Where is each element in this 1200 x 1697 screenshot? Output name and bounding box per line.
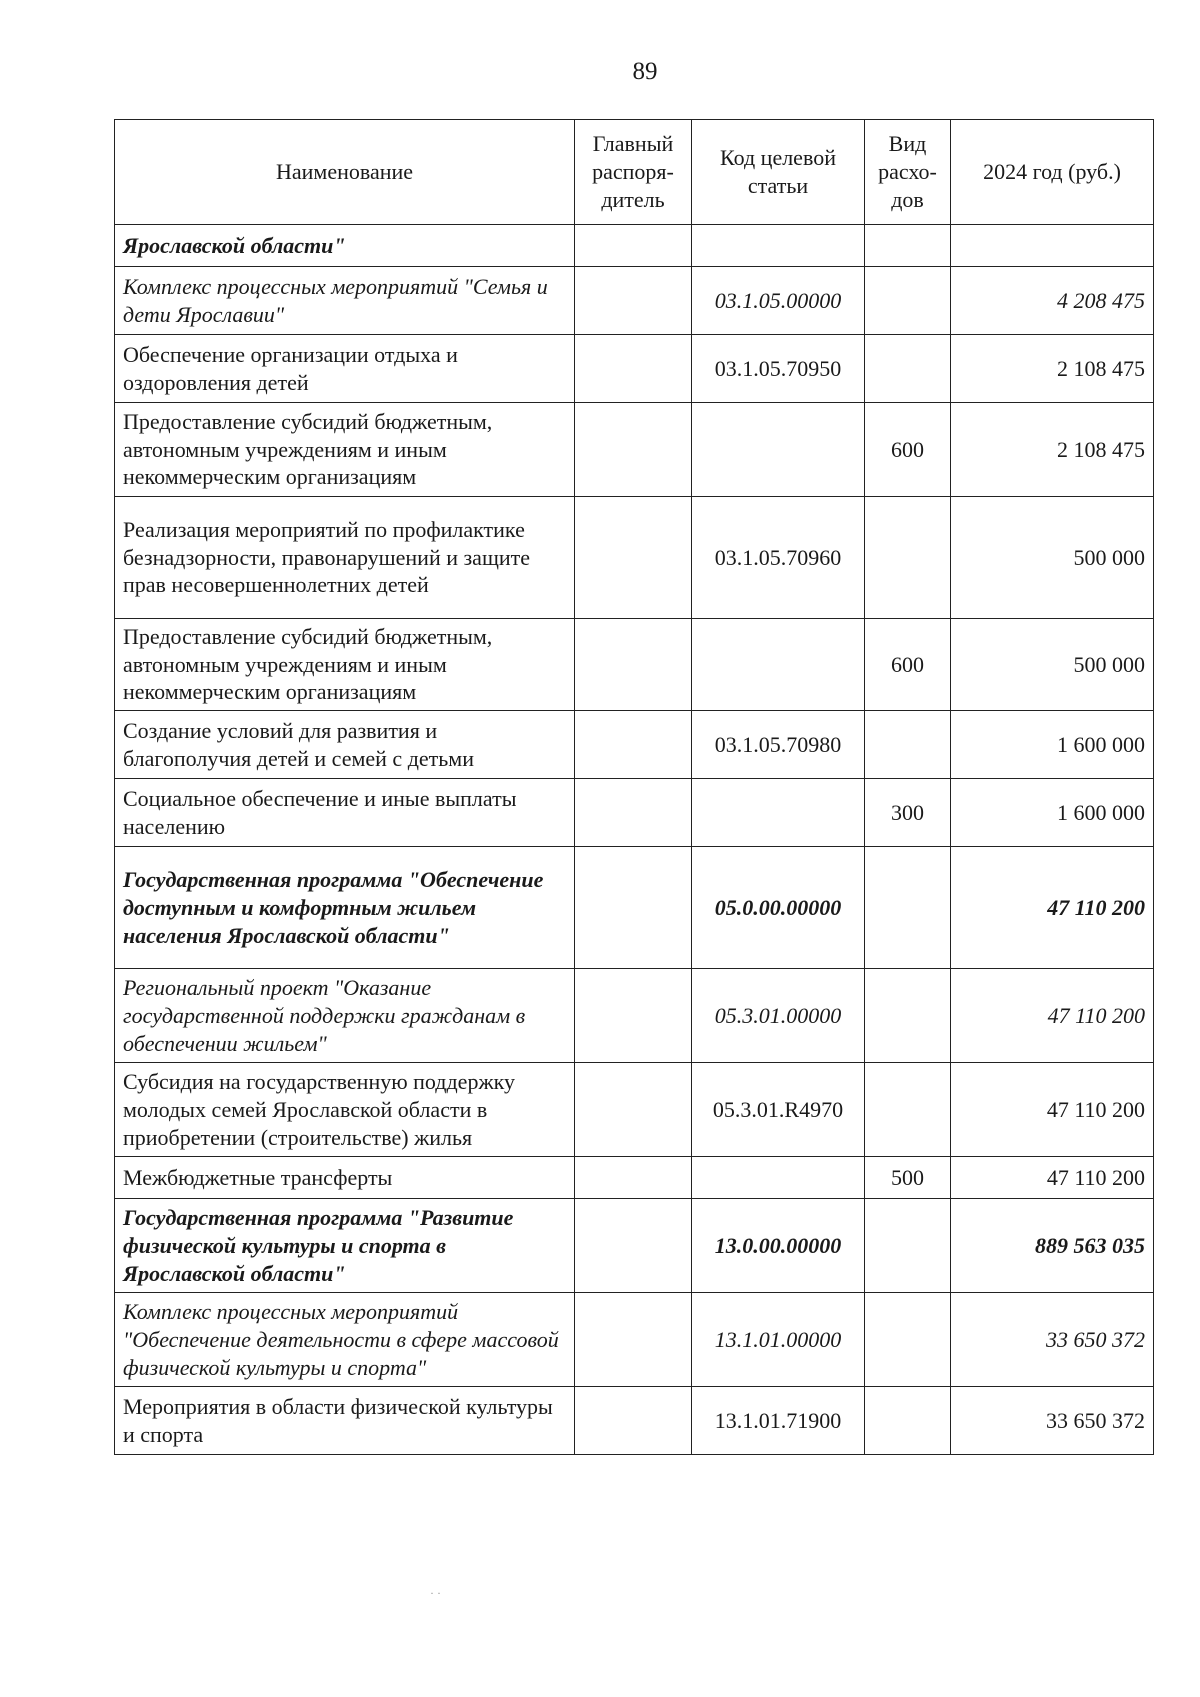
row-amount: 1 600 000 — [951, 711, 1154, 779]
row-chief-manager — [575, 1063, 692, 1157]
table-row — [115, 1063, 1154, 1157]
row-expense-type: 600 — [865, 619, 951, 711]
row-chief-manager — [575, 847, 692, 969]
header-name: Наименование — [115, 120, 575, 225]
row-chief-manager — [575, 497, 692, 619]
row-amount: 47 110 200 — [951, 847, 1154, 969]
budget-table — [114, 119, 1154, 1455]
row-expense-type — [865, 1199, 951, 1293]
row-name: Обеспечение организации отдыха и оздоровления детей — [115, 335, 575, 403]
row-amount: 2 108 475 — [951, 403, 1154, 497]
table-row — [115, 403, 1154, 497]
row-amount: 2 108 475 — [951, 335, 1154, 403]
row-amount: 47 110 200 — [951, 969, 1154, 1063]
row-chief-manager — [575, 711, 692, 779]
row-name: Создание условий для развития и благополучия детей и семей с детьми — [115, 711, 575, 779]
header-amount-2024: 2024 год (руб.) — [951, 120, 1154, 225]
row-name: Межбюджетные трансферты — [115, 1157, 575, 1199]
row-target-code — [692, 779, 865, 847]
row-expense-type: 600 — [865, 403, 951, 497]
row-target-code: 03.1.05.70950 — [692, 335, 865, 403]
page-number: 89 — [632, 58, 658, 85]
table-row — [115, 969, 1154, 1063]
row-target-code — [692, 225, 865, 267]
row-target-code: 13.1.01.71900 — [692, 1387, 865, 1455]
row-expense-type: 500 — [865, 1157, 951, 1199]
row-target-code: 03.1.05.70980 — [692, 711, 865, 779]
row-chief-manager — [575, 335, 692, 403]
row-expense-type — [865, 497, 951, 619]
row-expense-type: 300 — [865, 779, 951, 847]
row-chief-manager — [575, 619, 692, 711]
row-name: Комплекс процессных мероприятий "Обеспечение деятельности в сфере массовой физической культуры и спорта" — [115, 1293, 575, 1387]
row-name: Региональный проект "Оказание государственной поддержки гражданам в обеспечении жильем" — [115, 969, 575, 1063]
row-name: Государственная программа "Обеспечение доступным и комфортным жильем населения Ярославской области" — [115, 847, 575, 969]
header-chief-manager: Главный распоря-дитель — [575, 120, 692, 225]
row-name: Предоставление субсидий бюджетным, автономным учреждениям и иным некоммерческим организациям — [115, 619, 575, 711]
table-row — [115, 497, 1154, 619]
row-amount — [951, 225, 1154, 267]
row-expense-type — [865, 1063, 951, 1157]
row-target-code — [692, 1157, 865, 1199]
row-chief-manager — [575, 1387, 692, 1455]
row-amount: 500 000 — [951, 619, 1154, 711]
row-target-code: 05.3.01.R4970 — [692, 1063, 865, 1157]
row-amount: 47 110 200 — [951, 1157, 1154, 1199]
table-row — [115, 847, 1154, 969]
table-row — [115, 619, 1154, 711]
row-amount: 889 563 035 — [951, 1199, 1154, 1293]
row-target-code: 03.1.05.00000 — [692, 267, 865, 335]
row-expense-type — [865, 267, 951, 335]
row-amount: 47 110 200 — [951, 1063, 1154, 1157]
row-chief-manager — [575, 267, 692, 335]
row-target-code — [692, 619, 865, 711]
table-row — [115, 1157, 1154, 1199]
row-chief-manager — [575, 1199, 692, 1293]
row-target-code: 13.0.00.00000 — [692, 1199, 865, 1293]
row-chief-manager — [575, 969, 692, 1063]
row-name: Комплекс процессных мероприятий "Семья и дети Ярославии" — [115, 267, 575, 335]
row-name: Государственная программа "Развитие физической культуры и спорта в Ярославской области" — [115, 1199, 575, 1293]
table-row — [115, 1387, 1154, 1455]
table-row — [115, 225, 1154, 267]
row-target-code: 05.0.00.00000 — [692, 847, 865, 969]
row-expense-type — [865, 847, 951, 969]
row-name: Реализация мероприятий по профилактике безнадзорности, правонарушений и защите прав несовершеннолетних детей — [115, 497, 575, 619]
row-expense-type — [865, 1387, 951, 1455]
row-expense-type — [865, 1293, 951, 1387]
table-row — [115, 267, 1154, 335]
row-chief-manager — [575, 1293, 692, 1387]
header-expense-type: Вид расхо-дов — [865, 120, 951, 225]
row-name: Мероприятия в области физической культуры и спорта — [115, 1387, 575, 1455]
row-expense-type — [865, 969, 951, 1063]
row-target-code: 05.3.01.00000 — [692, 969, 865, 1063]
table-row — [115, 779, 1154, 847]
row-target-code: 13.1.01.00000 — [692, 1293, 865, 1387]
row-name: Предоставление субсидий бюджетным, автономным учреждениям и иным некоммерческим организациям — [115, 403, 575, 497]
row-name: Ярославской области" — [115, 225, 575, 267]
row-name: Субсидия на государственную поддержку молодых семей Ярославской области в приобретении (строительстве) жилья — [115, 1063, 575, 1157]
header-target-code: Код целевой статьи — [692, 120, 865, 225]
table-row — [115, 1199, 1154, 1293]
row-amount: 33 650 372 — [951, 1387, 1154, 1455]
row-expense-type — [865, 711, 951, 779]
table-row — [115, 335, 1154, 403]
row-amount: 33 650 372 — [951, 1293, 1154, 1387]
row-amount: 1 600 000 — [951, 779, 1154, 847]
row-chief-manager — [575, 403, 692, 497]
row-amount: 500 000 — [951, 497, 1154, 619]
row-expense-type — [865, 335, 951, 403]
table-row — [115, 711, 1154, 779]
table-body — [115, 225, 1154, 1455]
row-target-code — [692, 403, 865, 497]
row-expense-type — [865, 225, 951, 267]
header-row — [115, 120, 1154, 225]
scan-mark: · · — [430, 1586, 441, 1600]
row-amount: 4 208 475 — [951, 267, 1154, 335]
row-chief-manager — [575, 1157, 692, 1199]
row-chief-manager — [575, 225, 692, 267]
table-row — [115, 1293, 1154, 1387]
row-name: Социальное обеспечение и иные выплаты населению — [115, 779, 575, 847]
row-target-code: 03.1.05.70960 — [692, 497, 865, 619]
row-chief-manager — [575, 779, 692, 847]
